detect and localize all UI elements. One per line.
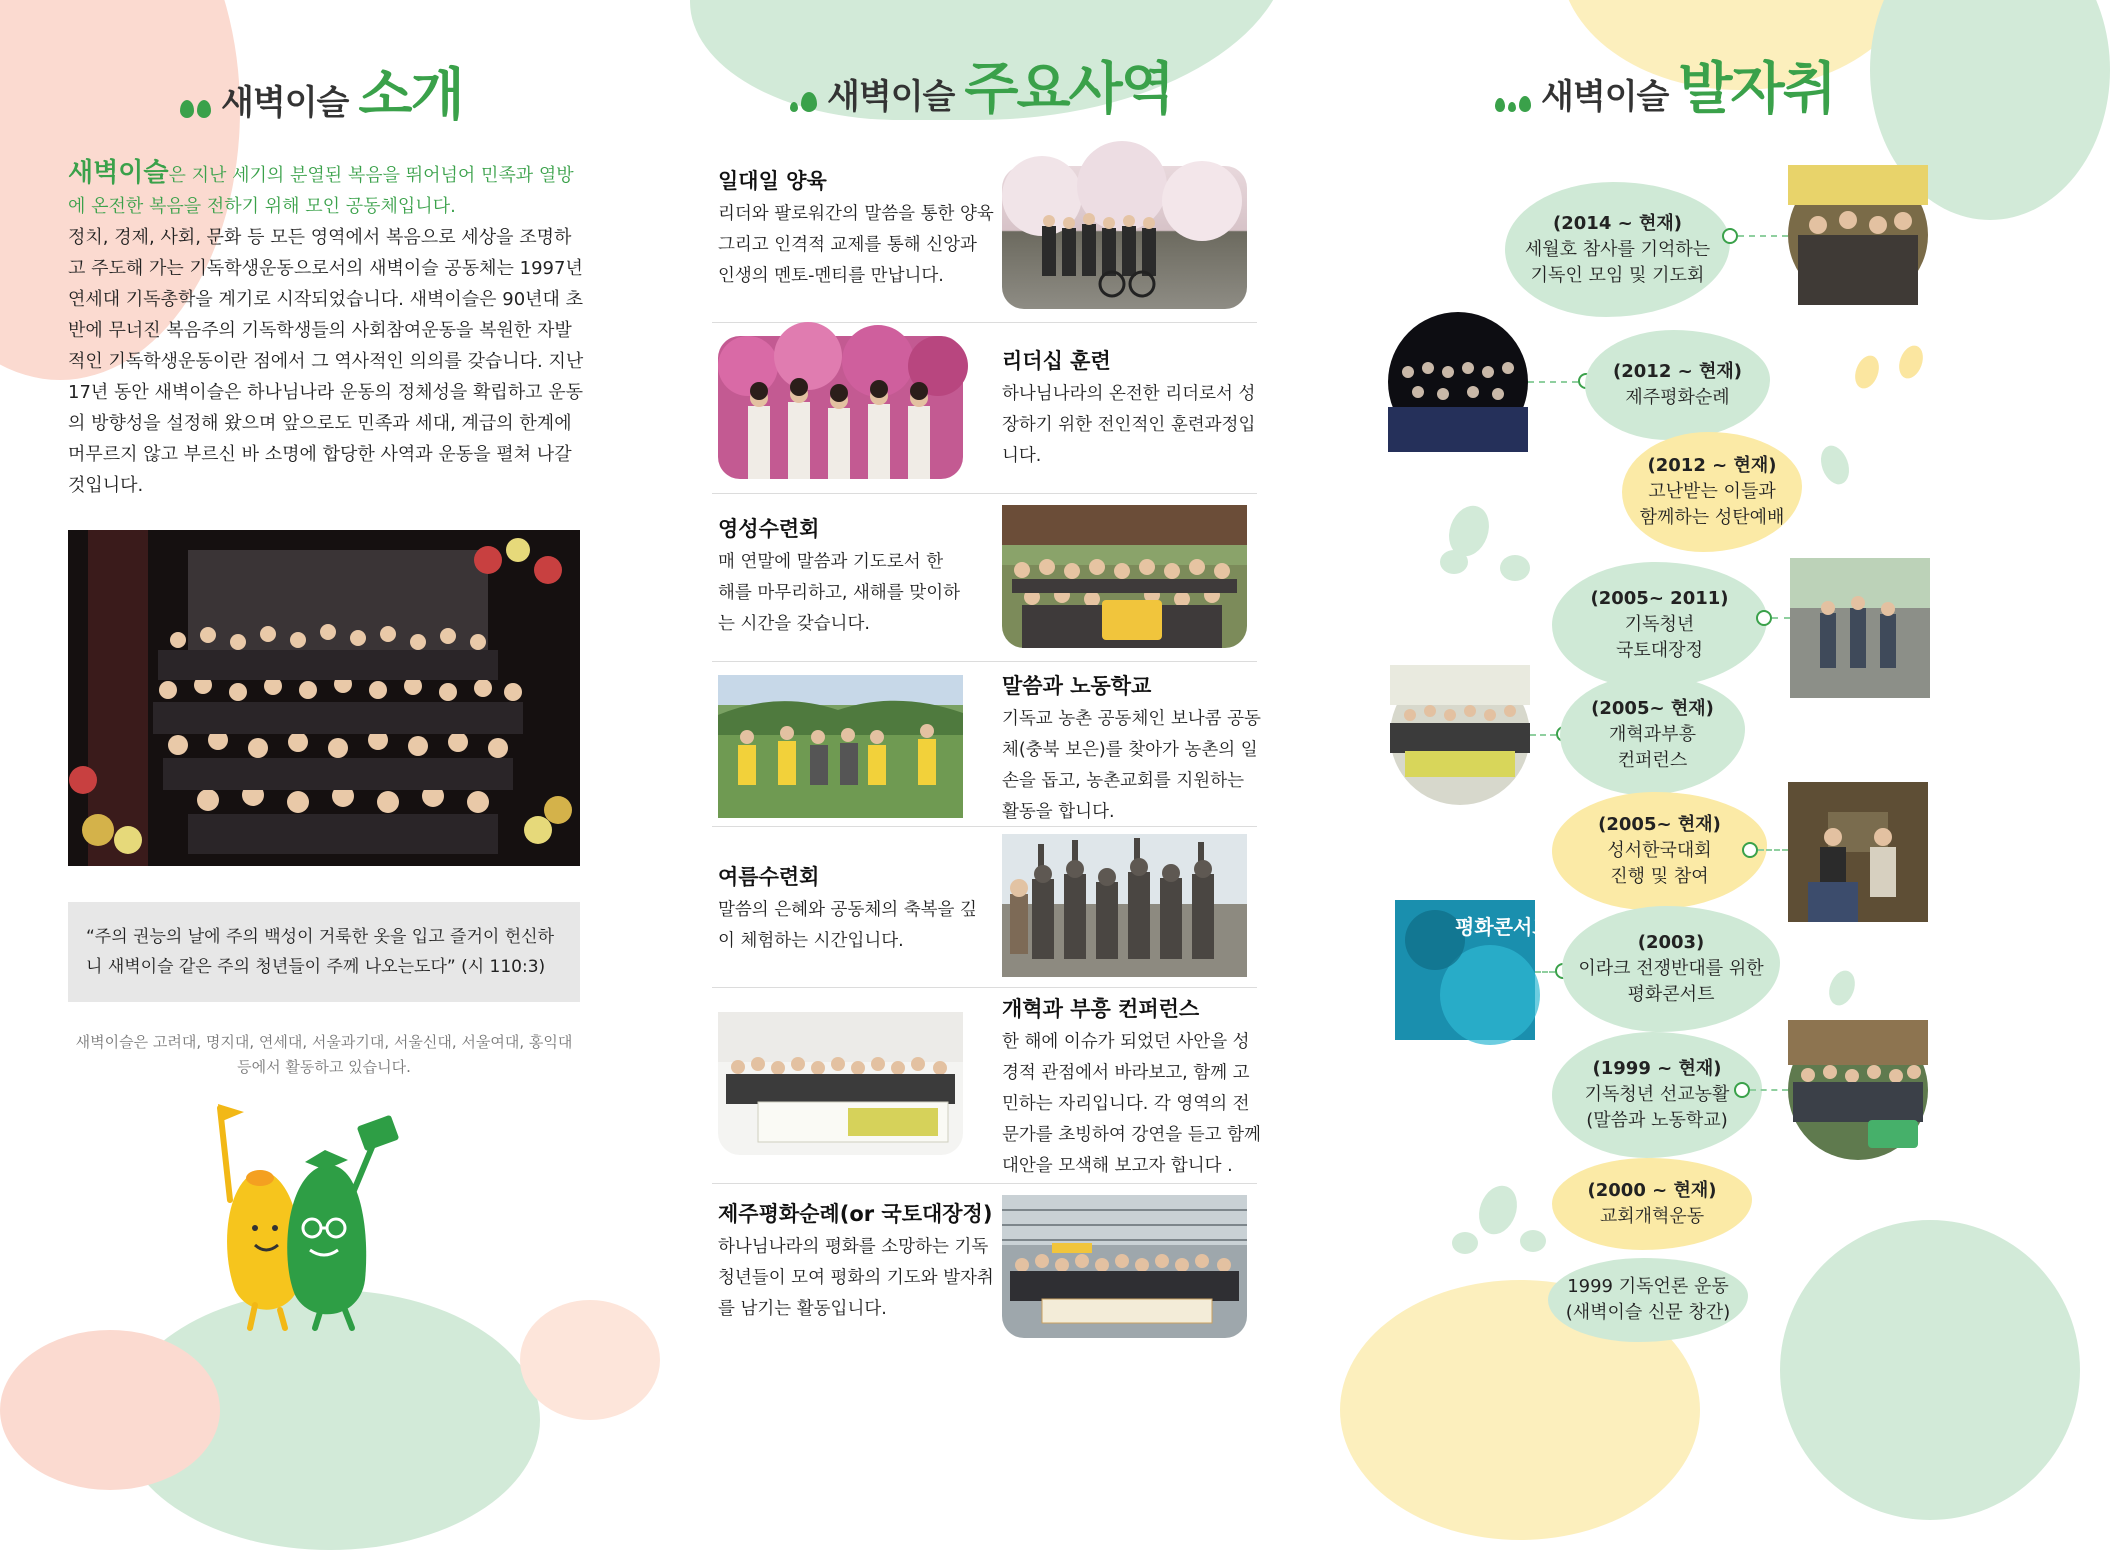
history-photo-0	[1788, 165, 1928, 305]
retreat-photo	[1002, 505, 1247, 648]
history-year: (2012 ~ 현재)	[1647, 455, 1777, 476]
ministry-desc: 매 연말에 말씀과 기도로서 한 해를 마무리하고, 새해를 맞이하는 시간을 갖습니다.	[718, 552, 961, 634]
history-line: 제주평화순례	[1625, 387, 1730, 408]
ministry-divider	[712, 1183, 1257, 1184]
history-year: (2005~ 현재)	[1591, 698, 1714, 719]
ministries-heading-small: 새벽이슬	[827, 77, 955, 117]
cherry-blossom-photo	[1002, 166, 1247, 309]
ministry-item-3	[1002, 670, 1264, 828]
history-heading	[1495, 57, 1835, 122]
peace-concert-poster	[1395, 900, 1552, 1040]
mascot-icon	[200, 1100, 400, 1330]
history-year: (2012 ~ 현재)	[1613, 361, 1742, 382]
ministry-photo-5	[718, 1012, 963, 1155]
ministry-title: 개혁과 부흥 컨퍼런스	[1002, 997, 1200, 1021]
ministry-desc: 리더와 팔로워간의 말씀을 통한 양육 그리고 인격적 교제를 통해 신앙과 인생의 멘토-멘티를 만납니다.	[718, 204, 994, 286]
ministries-heading	[790, 57, 1173, 122]
history-line: 함께하는 성탄예배	[1639, 507, 1785, 528]
history-item-9	[1548, 1258, 1748, 1342]
ministry-desc: 기독교 농촌 공동체인 보나콤 공동체(충북 보은)를 찾아가 농촌의 일손을 돕고, 농촌교회를 지원하는 활동을 합니다.	[1002, 709, 1261, 822]
history-line: 교회개혁운동	[1599, 1206, 1705, 1227]
history-item-4	[1560, 675, 1745, 795]
history-line: 국토대장정	[1616, 640, 1703, 661]
ministry-desc: 하나님나라의 온전한 리더로서 성장하기 위한 전인적인 훈련과정입니다.	[1002, 384, 1256, 466]
group-photo	[68, 530, 580, 866]
footprint-icon	[1440, 550, 1468, 574]
ministry-title: 리더십 훈련	[1002, 349, 1111, 373]
mascot-illustration	[200, 1100, 400, 1330]
ministry-item-1	[1002, 345, 1257, 472]
history-line: 평화콘서트	[1627, 984, 1715, 1005]
ministry-photo-3	[718, 675, 963, 818]
timeline-connector	[1530, 734, 1556, 736]
history-item-2	[1622, 432, 1802, 552]
history-item-8	[1552, 1158, 1752, 1250]
history-line: 기독인 모임 및 기도회	[1530, 264, 1705, 286]
intro-body: 정치, 경제, 사회, 문화 등 모든 영역에서 복음으로 세상을 조명하고 주도해 가는 기독학생운동으로서의 새벽이슬 공동체는 1997년 연세대 기독총학을 계기로 시작되었습니다. 새벽이슬은 90년대 초반에 무너진 복음주의 기독학생들의 사회참여운동을 복원한 자발적인 기독학생운동이란 점에서 그 역사적인 의의를 갖습니다. 지난 17년 동안 새벽이슬은 하나님나라 운동의 정체성을 확립하고 운동의 방향성을 설정해 왔으며 앞으로도 민족과 세대, 계급의 한계에 머무르지 않고 부르신 바 소명에 합당한 사역과 운동을 펼쳐 나갈 것입니다.	[68, 227, 584, 496]
intro-heading	[180, 63, 463, 128]
history-line: 기독청년 선교농활	[1584, 1084, 1730, 1105]
footprint-icon	[1895, 342, 1927, 381]
poster-title: 평화콘서트	[1455, 915, 1552, 939]
history-year: (2000 ~ 현재)	[1587, 1180, 1717, 1201]
ministry-title: 말씀과 노동학교	[1002, 674, 1152, 698]
ministry-item-2	[718, 513, 963, 640]
timeline-connector	[1535, 971, 1555, 973]
footprint-icon	[1816, 442, 1854, 488]
bg-blob-peach-bottomleft	[0, 1330, 220, 1490]
campus-list: 새벽이슬은 고려대, 명지대, 연세대, 서울과기대, 서울신대, 서울여대, 홍익대 등에서 활동하고 있습니다.	[75, 1033, 573, 1076]
timeline-connector	[1750, 1089, 1788, 1091]
station-photo	[1002, 1195, 1247, 1338]
history-item-0	[1505, 182, 1730, 317]
footprint-icon	[1851, 352, 1883, 391]
timeline-connector	[1758, 849, 1788, 851]
ministry-desc: 말씀의 은혜와 공동체의 축복을 깊이 체험하는 시간입니다.	[718, 900, 977, 951]
history-item-5	[1552, 792, 1767, 910]
bg-blob-peach-bottomcenter	[520, 1300, 660, 1420]
history-line: 고난받는 이들과	[1648, 481, 1776, 502]
timeline-dot	[1742, 842, 1758, 858]
history-photo-1	[1388, 312, 1528, 452]
ministry-item-5	[1002, 993, 1264, 1182]
ministry-title: 영성수련회	[718, 517, 820, 541]
ministry-photo-6	[1002, 1195, 1247, 1338]
dew-drop-icon	[790, 92, 817, 112]
history-item-7	[1552, 1032, 1762, 1158]
history-year: (2003)	[1637, 932, 1705, 953]
azalea-photo	[718, 336, 963, 479]
footprint-icon	[1500, 555, 1530, 581]
history-item-6	[1562, 906, 1780, 1032]
timeline-connector	[1528, 381, 1578, 383]
history-photo-7	[1788, 1020, 1928, 1160]
ministry-divider	[712, 493, 1257, 494]
ministry-item-4	[718, 861, 983, 957]
history-line: 세월호 참사를 기억하는	[1524, 238, 1711, 260]
group-photo-illustration	[68, 530, 580, 866]
history-year: (1999 ~ 현재)	[1592, 1058, 1722, 1079]
history-item-3	[1552, 562, 1767, 688]
history-line: 1999 기독언론 운동	[1567, 1276, 1729, 1297]
ministry-divider	[712, 661, 1257, 662]
ministry-divider	[712, 826, 1257, 827]
ministry-photo-2	[1002, 505, 1247, 648]
timeline-dot	[1756, 610, 1772, 626]
ministry-photo-1	[718, 336, 963, 479]
intro-lead: 은 지난 세기의 분열된 복음을 뛰어넘어 민족과 열방에 온전한 복음을 전하기 위해 모인 공동체입니다.	[68, 165, 574, 217]
history-photo-6	[1395, 900, 1552, 1040]
speech-photo	[1788, 782, 1928, 922]
footprints-icon	[1495, 96, 1531, 112]
dew-drops-icon	[180, 100, 211, 118]
ministry-item-0	[718, 165, 998, 292]
intro-lead-title: 새벽이슬	[68, 158, 169, 188]
intro-heading-big: 소개	[358, 63, 463, 128]
timeline-dot	[1722, 228, 1738, 244]
timeline-dot	[1734, 1082, 1750, 1098]
footprint-icon	[1473, 1180, 1524, 1239]
ministry-photo-0	[1002, 166, 1247, 309]
night-group-photo	[1388, 312, 1528, 452]
ministry-desc: 하나님나라의 평화를 소망하는 기독청년들이 모여 평화의 기도와 발자취를 남기는 활동입니다.	[718, 1237, 994, 1319]
history-line: 컨퍼런스	[1617, 750, 1688, 771]
conference-group-photo	[1390, 665, 1530, 805]
vigil-photo	[1788, 165, 1928, 305]
timeline-connector	[1772, 617, 1790, 619]
conference-photo	[718, 1012, 963, 1155]
history-line: 이라크 전쟁반대를 위한	[1578, 958, 1764, 979]
footprint-icon	[1825, 967, 1860, 1009]
ministry-title: 일대일 양육	[718, 169, 827, 193]
ministry-divider	[712, 987, 1257, 988]
history-line: 성서한국대회	[1607, 840, 1712, 861]
scripture-quote: “주의 권능의 날에 주의 백성이 거룩한 옷을 입고 즐거이 헌신하니 새벽이슬 같은 주의 청년들이 주께 나오는도다” (시 110:3)	[68, 902, 580, 1002]
farm-work-photo	[718, 675, 963, 818]
history-line: (말씀과 노동학교)	[1586, 1110, 1728, 1131]
history-photo-5	[1788, 782, 1928, 922]
history-line: 기독청년	[1624, 614, 1695, 635]
ministry-title: 제주평화순례(or 국토대장정)	[718, 1202, 993, 1226]
history-photo-4	[1390, 665, 1530, 805]
ministry-photo-4	[1002, 834, 1247, 977]
history-year: (2005~ 2011)	[1590, 588, 1729, 609]
mud-flat-photo	[1002, 834, 1247, 977]
intro-text	[68, 158, 588, 501]
history-line: 개혁과부흥	[1609, 724, 1696, 745]
farm-group-photo	[1788, 1020, 1928, 1160]
timeline-connector	[1738, 235, 1788, 237]
history-year: (2014 ~ 현재)	[1553, 212, 1682, 234]
footprint-icon	[1520, 1230, 1546, 1252]
ministry-desc: 한 해에 이슈가 되었던 사안을 성경적 관점에서 바라보고, 함께 고민하는 자리입니다. 각 영역의 전문가를 초빙하여 강연을 듣고 함께 대안을 모색해 보고자 합니다 .	[1002, 1032, 1261, 1176]
history-heading-small: 새벽이슬	[1541, 77, 1669, 117]
history-line: 진행 및 참여	[1610, 866, 1709, 887]
ministry-item-6	[718, 1198, 998, 1325]
ministry-title: 여름수련회	[718, 865, 820, 889]
history-item-1	[1585, 330, 1770, 440]
history-heading-big: 발자취	[1678, 57, 1835, 122]
ministry-divider	[712, 322, 1257, 323]
footprint-icon	[1452, 1232, 1478, 1254]
history-photo-3	[1790, 558, 1930, 698]
march-photo	[1790, 558, 1930, 698]
intro-heading-small: 새벽이슬	[221, 83, 349, 123]
bg-blob-mint-bottomright	[1780, 1220, 2080, 1520]
ministries-heading-big: 주요사역	[964, 57, 1173, 122]
history-line: (새벽이슬 신문 창간)	[1565, 1302, 1731, 1323]
history-year: (2005~ 현재)	[1598, 814, 1721, 835]
